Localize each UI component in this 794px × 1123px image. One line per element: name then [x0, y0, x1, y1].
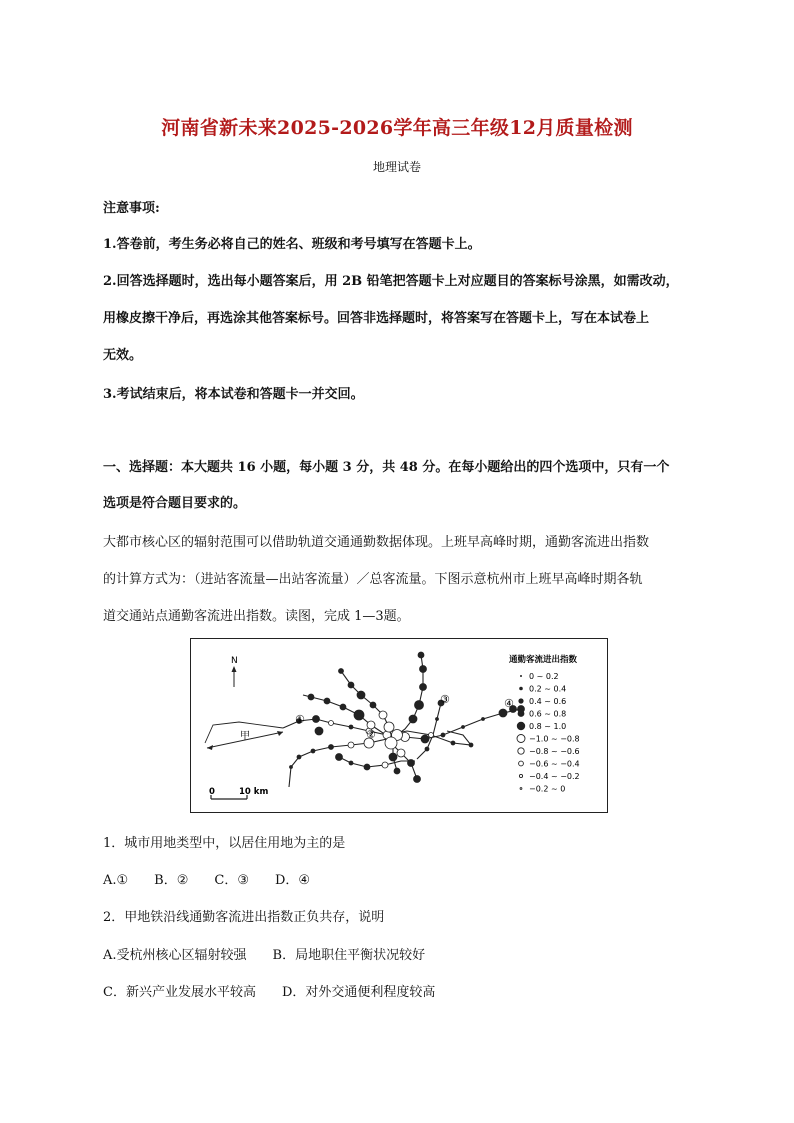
- scale-label: 10 km: [239, 787, 269, 797]
- legend-label-4: 0.8 ~ 1.0: [529, 722, 567, 731]
- marker-4: ④: [504, 697, 514, 710]
- legend-label-9: −0.2 ~ 0: [529, 784, 566, 794]
- metro-line-southwest-north: [289, 655, 423, 787]
- legend: [517, 672, 580, 794]
- document-title: 河南省新未来2025-2026学年高三年级12月质量检测: [161, 117, 633, 139]
- north-arrowhead-icon: [232, 666, 237, 672]
- marker-1: ①: [295, 713, 305, 726]
- north-label: N: [231, 656, 238, 666]
- notice-item-3: 3.考试结束后，将本试卷和答题卡一并交回。: [103, 387, 364, 402]
- metro-line-northeast: [417, 703, 441, 759]
- notice-item-2-line-2: 用橡皮擦干净后，再选涂其他答案标号。回答非选择题时，将答案写在答题卡上，写在本试卷上: [103, 311, 650, 326]
- passage-line-2: 的计算方式为：（进站客流量—出站客流量）／总客流量。下图示意杭州市上班早高峰时期各轨: [103, 572, 643, 587]
- notice-item-1: 1.答卷前，考生务必将自己的姓名、班级和考号填写在答题卡上。: [103, 237, 481, 252]
- legend-swatch-6: [518, 748, 524, 754]
- marker-2: ②: [366, 728, 376, 741]
- region-jia-label: 甲: [240, 731, 250, 742]
- legend-swatch-0: [520, 675, 522, 677]
- question-1-stem: 1．城市用地类型中，以居住用地为主的是: [103, 836, 346, 851]
- section-intro-line-2: 选项是符合题目要求的。: [103, 496, 247, 511]
- marker-3: ③: [440, 693, 450, 706]
- legend-title: 通勤客流进出指数: [509, 655, 578, 665]
- legend-swatch-8: [519, 774, 522, 777]
- legend-label-5: −1.0 ~ −0.8: [529, 734, 580, 744]
- metro-map-figure: [190, 638, 608, 813]
- question-1-options: A.① B．② C．③ D．④: [103, 873, 311, 888]
- legend-swatch-3: [518, 710, 525, 717]
- legend-label-1: 0.2 ~ 0.4: [529, 684, 567, 694]
- notice-item-2-line-1: 2.回答选择题时，选出每小题答案后，用 2B 铅笔把答题卡上对应题目的答案标号涂黑，如需改动，: [103, 274, 679, 289]
- metro-map-svg: [191, 639, 607, 812]
- legend-swatch-4: [517, 722, 525, 730]
- legend-swatch-1: [519, 687, 523, 691]
- question-2-stem: 2．甲地铁沿线通勤客流进出指数正负共存，说明: [103, 910, 385, 925]
- legend-label-6: −0.8 ~ −0.6: [529, 747, 580, 756]
- legend-swatch-5: [517, 735, 525, 743]
- legend-label-7: −0.6 ~ −0.4: [529, 759, 580, 769]
- legend-label-3: 0.6 ~ 0.8: [529, 709, 567, 719]
- legend-label-0: 0 ~ 0.2: [529, 672, 559, 681]
- legend-label-8: −0.4 ~ −0.2: [529, 772, 580, 781]
- document-subtitle: 地理试卷: [372, 160, 421, 174]
- scale-zero: 0: [209, 787, 215, 797]
- notice-heading: 注意事项:: [103, 201, 160, 216]
- notice-item-2-line-3: 无效。: [103, 348, 143, 363]
- legend-swatch-7: [519, 761, 524, 766]
- legend-swatch-2: [518, 698, 523, 703]
- passage-line-3: 道交通站点通勤客流进出指数。读图，完成 1—3题。: [103, 609, 410, 624]
- section-intro-line-1: 一、选择题：本大题共 16 小题，每小题 3 分，共 48 分。在每小题给出的四个选项中，只有一个: [103, 460, 670, 475]
- legend-swatch-9: [520, 788, 522, 790]
- passage-line-1: 大都市核心区的辐射范围可以借助轨道交通通勤数据体现。上班早高峰时期，通勤客流进出指数: [103, 535, 650, 550]
- question-2-options-line-2: C．新兴产业发展水平较高 D．对外交通便利程度较高: [103, 985, 436, 1000]
- legend-label-2: 0.4 ~ 0.6: [529, 697, 567, 706]
- question-2-options-line-1: A.受杭州核心区辐射较强 B．局地职住平衡状况较好: [103, 948, 426, 963]
